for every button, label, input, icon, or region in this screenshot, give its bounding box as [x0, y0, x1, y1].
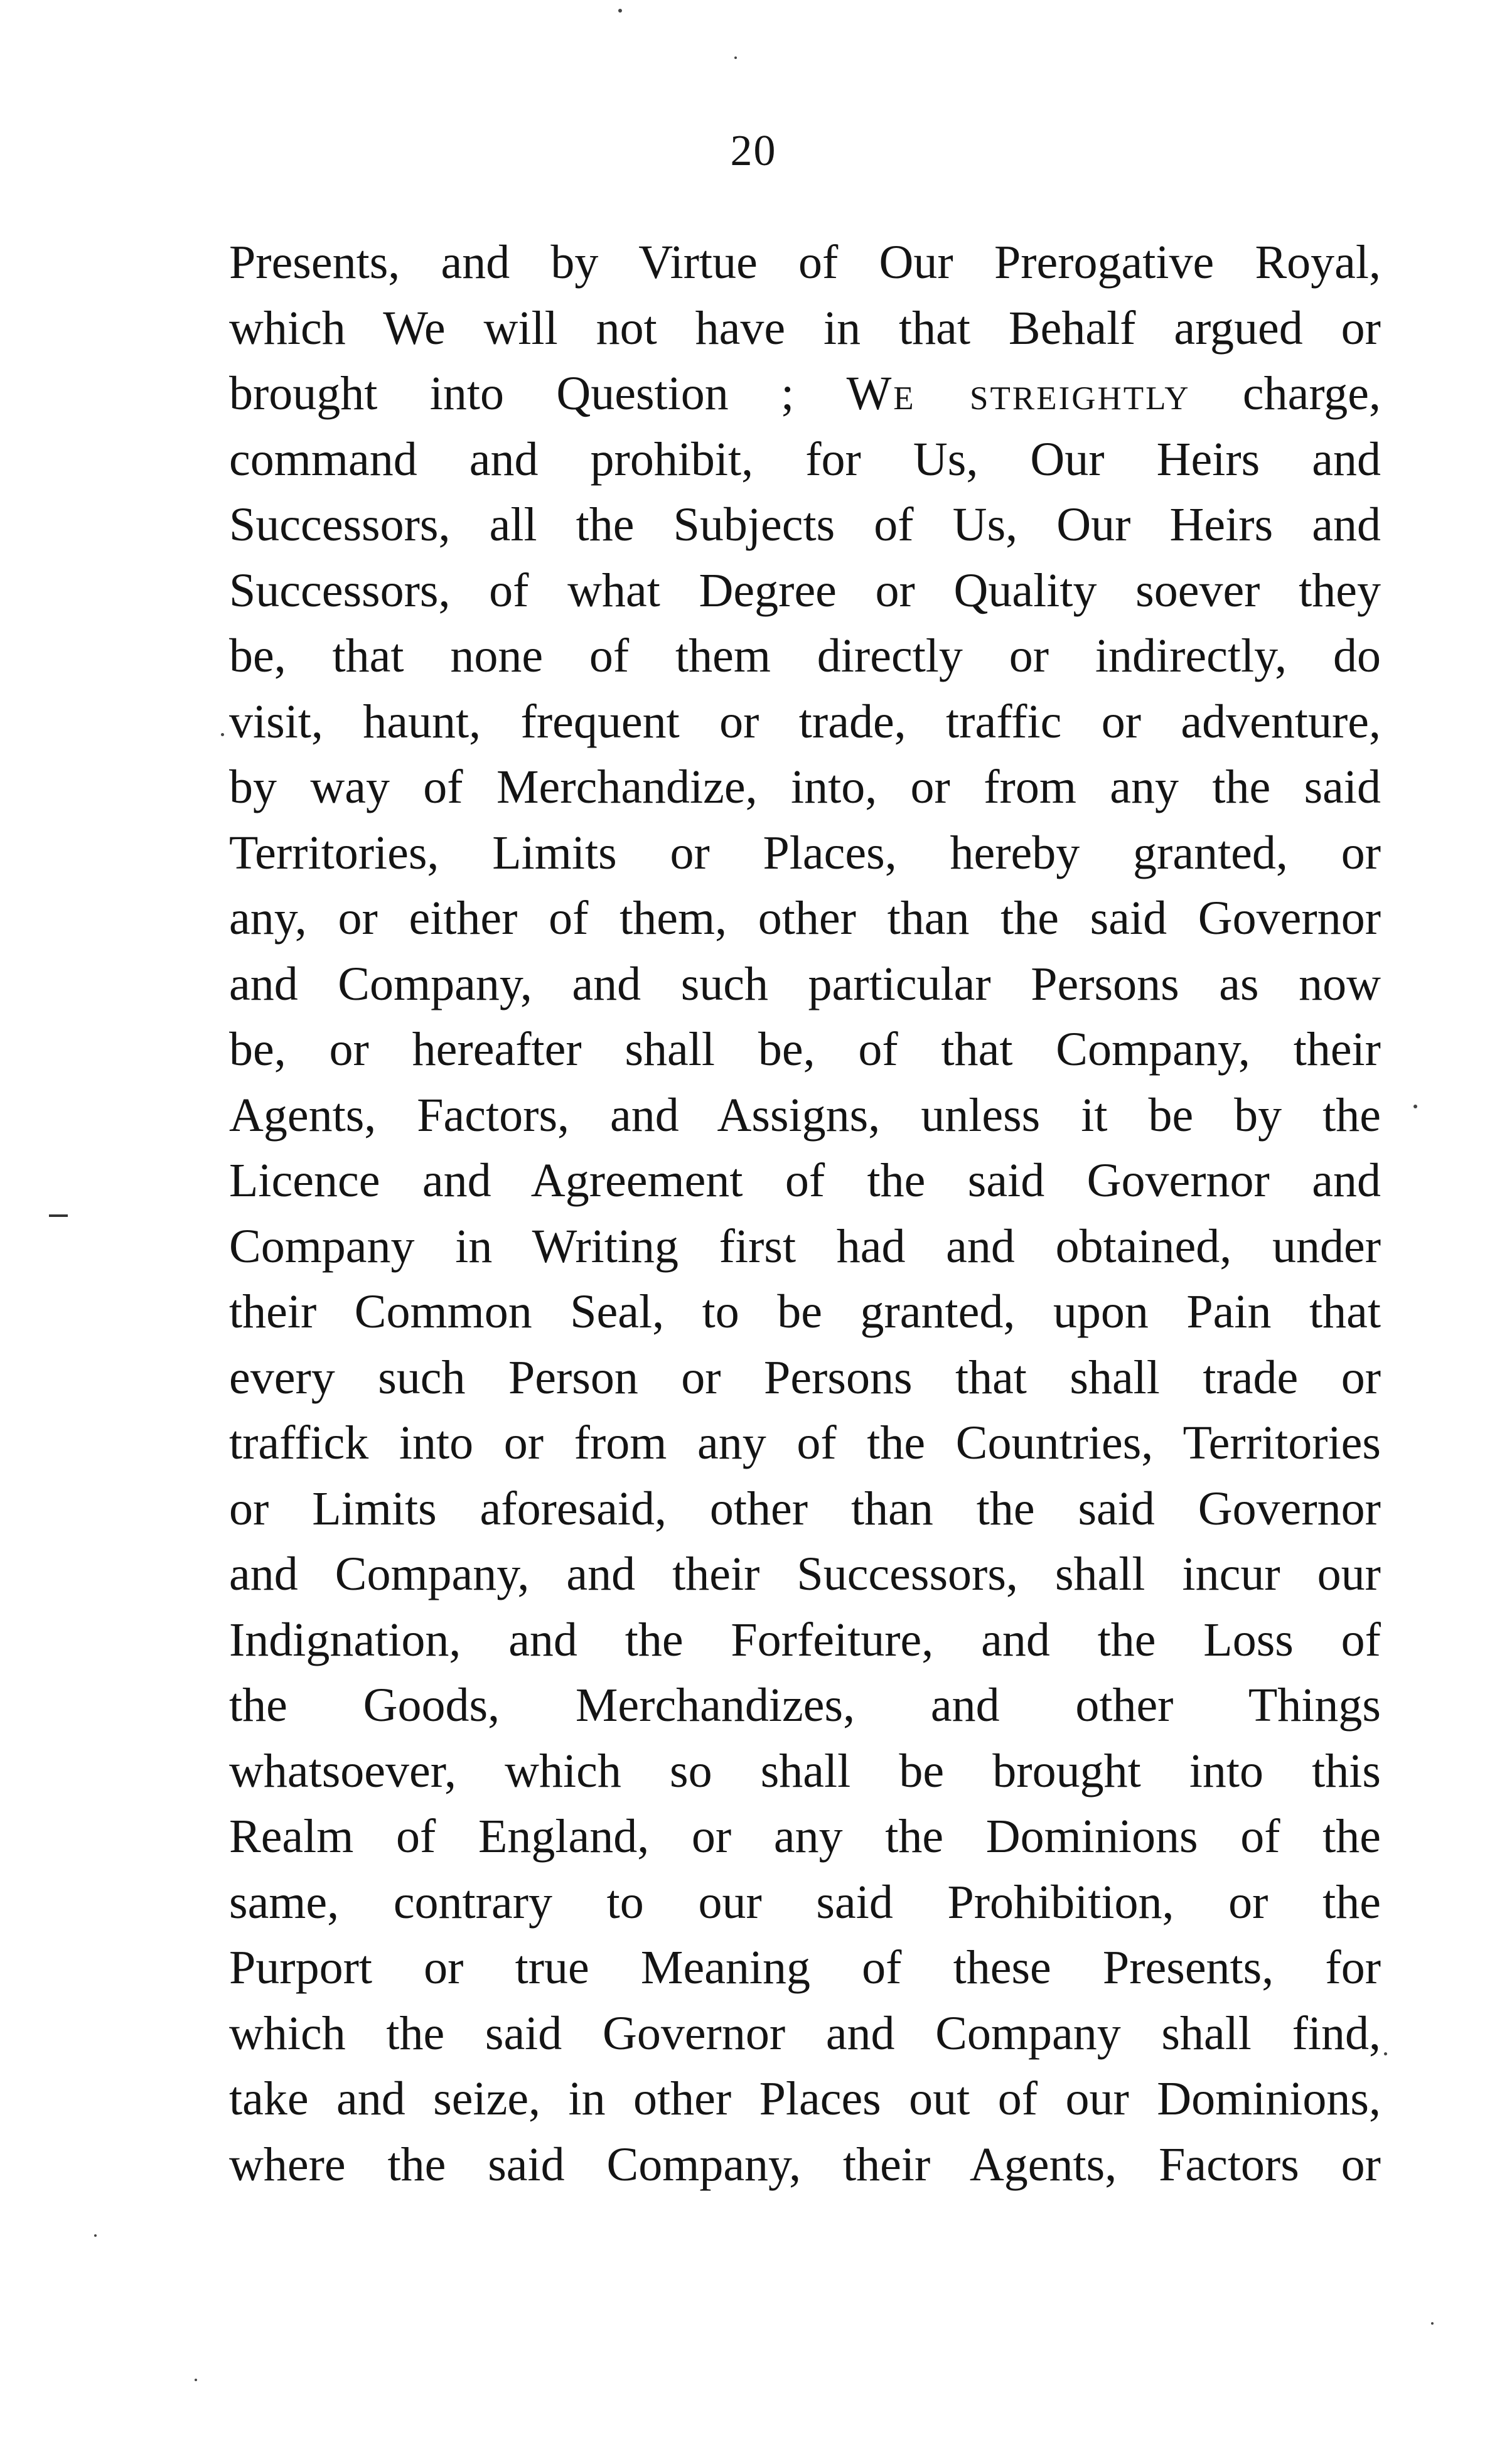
text-line: traffick into or from any of the Countries, Territories [229, 1417, 1381, 1469]
text-line: or Limits aforesaid, other than the said Governor [229, 1482, 1381, 1535]
text-line-end: charge, [1242, 367, 1381, 420]
small-caps-phrase: We streightly [846, 367, 1191, 420]
text-line: Company in Writing first had and obtained, under [229, 1219, 1381, 1273]
text-line: and Company, and such particular Persons as now [229, 957, 1381, 1010]
text-line: Successors, of what Degree or Quality soever they [229, 564, 1381, 617]
scan-speck [1431, 2322, 1434, 2325]
scan-speck [221, 733, 224, 736]
text-line: which the said Governor and Company shall find, [229, 2006, 1381, 2060]
text-line: visit, haunt, frequent or trade, traffic or adventure, [229, 695, 1381, 748]
text-line-start: brought into Question ; [229, 367, 795, 420]
text-line: Territories, Limits or Places, hereby granted, or [229, 826, 1381, 879]
text-line: Indignation, and the Forfeiture, and the Loss of [229, 1613, 1381, 1666]
text-line: Agents, Factors, and Assigns, unless it be by the [229, 1088, 1381, 1142]
text-line: and Company, and their Successors, shall incur our [229, 1548, 1381, 1600]
scan-speck [94, 2234, 97, 2237]
scan-speck [1413, 1105, 1417, 1108]
text-line: same, contrary to our said Prohibition, or the [229, 1875, 1381, 1929]
text-line: be, that none of them directly or indirectly, do [229, 629, 1381, 682]
text-line: their Common Seal, to be granted, upon Pain that [229, 1285, 1381, 1338]
text-line: Licence and Agreement of the said Governor and [229, 1154, 1381, 1207]
text-line: Realm of England, or any the Dominions of the [229, 1810, 1381, 1863]
text-line [229, 361, 1381, 427]
body-text [229, 230, 1381, 2197]
scan-speck [734, 56, 737, 59]
scan-speck [195, 2379, 197, 2381]
text-line: Successors, all the Subjects of Us, Our Heirs and [229, 498, 1381, 551]
text-line: any, or either of them, other than the said Governor [229, 892, 1381, 945]
text-line: which We will not have in that Behalf argued or [229, 301, 1381, 355]
page-number: 20 [730, 127, 777, 175]
text-line: where the said Company, their Agents, Factors or [229, 2138, 1381, 2191]
text-line: by way of Merchandize, into, or from any the said [229, 761, 1381, 813]
text-line: take and seize, in other Places out of our Dominions, [229, 2072, 1381, 2125]
text-line: Purport or true Meaning of these Presents, for [229, 1941, 1381, 1994]
scan-speck [1384, 2052, 1387, 2055]
text-line: whatsoever, which so shall be brought into this [229, 1744, 1381, 1797]
margin-mark [49, 1214, 68, 1217]
scan-speck [618, 9, 622, 13]
text-line: command and prohibit, for Us, Our Heirs and [229, 432, 1381, 486]
text-line: every such Person or Persons that shall trade or [229, 1351, 1381, 1404]
text-line: be, or hereafter shall be, of that Company, their [229, 1023, 1381, 1076]
text-line: the Goods, Merchandizes, and other Things [229, 1679, 1381, 1732]
text-line: Presents, and by Virtue of Our Prerogative Royal, [229, 236, 1381, 289]
